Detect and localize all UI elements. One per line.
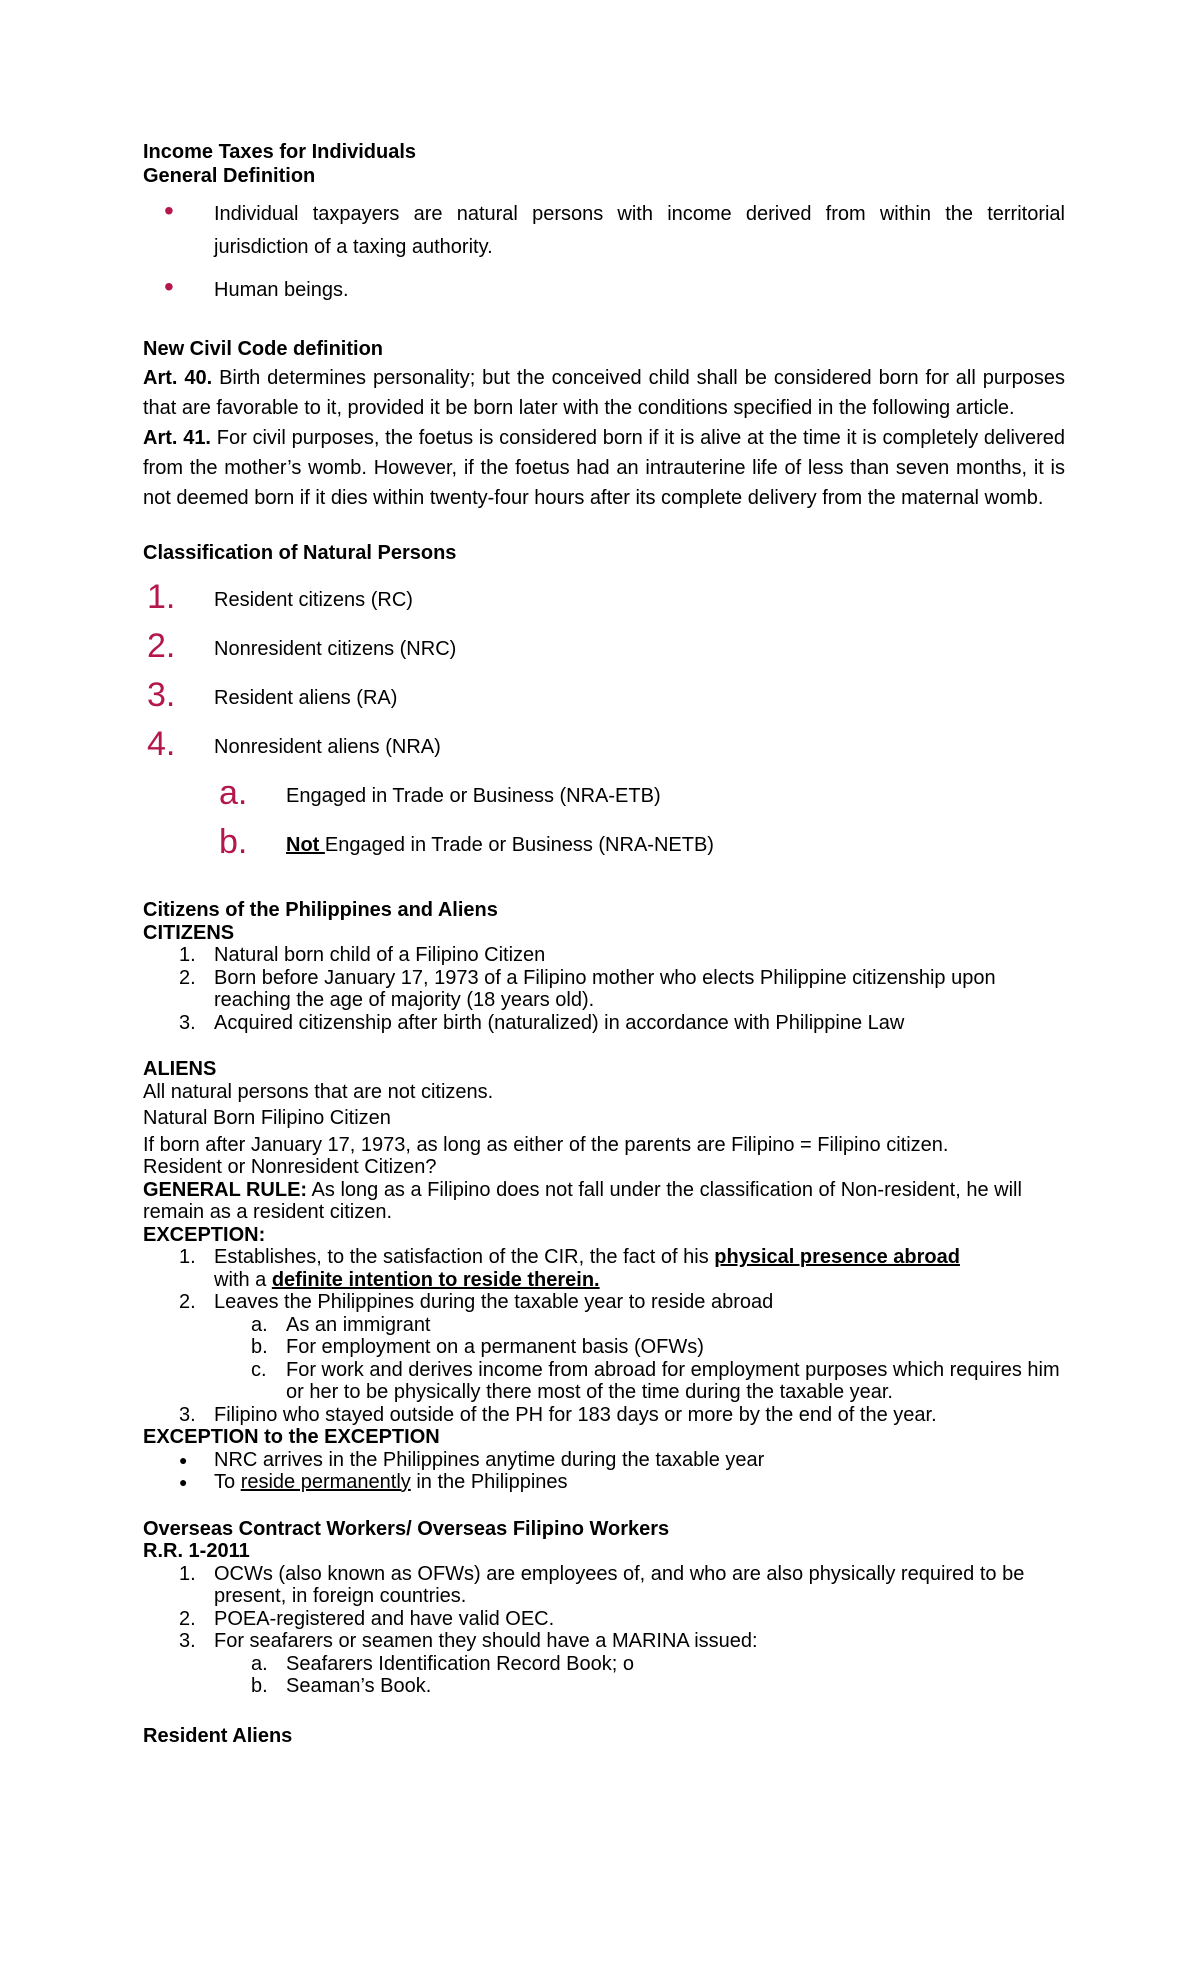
list-number: 2. xyxy=(147,627,176,665)
bullet-icon: • xyxy=(164,271,174,302)
list-text: Seafarers Identification Record Book; o xyxy=(286,1652,634,1675)
list-item xyxy=(143,675,1065,724)
list-text: OCWs (also known as OFWs) are employees of, and who are also physically required to be present, in foreign countries. xyxy=(214,1562,1025,1607)
rr-reference: R.R. 1-2011 xyxy=(143,1540,250,1562)
list-text: Resident aliens (RA) xyxy=(214,687,398,709)
list-text: For seafarers or seamen they should have a MARINA issued: xyxy=(214,1630,758,1652)
ex1-text-c: with a xyxy=(214,1268,272,1291)
list-number: 3. xyxy=(179,1403,196,1426)
list-letter: c. xyxy=(251,1358,267,1381)
list-item xyxy=(143,1675,1065,1698)
list-item xyxy=(143,1608,1065,1631)
list-text: Filipino who stayed outside of the PH for 183 days or more by the end of the year. xyxy=(214,1403,937,1426)
citizens-aliens-heading: Citizens of the Philippines and Aliens xyxy=(143,899,498,921)
list-letter: a. xyxy=(251,1652,268,1675)
list-item xyxy=(143,1336,1065,1359)
list-text: For work and derives income from abroad for employment purposes which requires him or her to be physically there most of the time during the taxable year. xyxy=(286,1358,1060,1403)
list-text xyxy=(286,833,714,857)
resident-aliens-heading: Resident Aliens xyxy=(143,1724,293,1747)
list-number: 1. xyxy=(179,944,196,966)
list-letter: a. xyxy=(219,774,248,812)
list-text: Seaman’s Book. xyxy=(286,1675,432,1697)
art-40-paragraph xyxy=(143,363,1065,423)
definite-intention-emphasis: definite intention to reside therein. xyxy=(271,1268,600,1291)
art-40-text: Birth determines personality; but the conceived child shall be considered born for all purposes that are favorable to it, provided it be born later with the conditions specified in the following article. xyxy=(143,367,1065,419)
list-item xyxy=(143,967,1065,1012)
art-41-text: For civil purposes, the foetus is considered born if it is alive at the time it is completely delivered from the mother’s womb. However, if the foetus had an intrauterine life of less than seven months, it is not deemed born if it dies within twenty-four hours after its complete delivery from the maternal womb. xyxy=(143,427,1065,509)
bullet-icon: • xyxy=(164,195,174,226)
not-emphasis: Not xyxy=(286,834,325,856)
list-letter: b. xyxy=(219,823,248,861)
list-number: 1. xyxy=(147,578,176,616)
general-rule-label: GENERAL RULE: xyxy=(143,1178,308,1201)
list-item xyxy=(143,1246,1065,1291)
list-item xyxy=(143,626,1065,675)
bullet-icon: ● xyxy=(179,1451,188,1468)
list-text: Engaged in Trade or Business (NRA-ETB) xyxy=(286,785,661,807)
list-item xyxy=(143,1449,1065,1472)
list-number: 2. xyxy=(179,1291,196,1313)
list-number: 3. xyxy=(147,676,176,714)
list-item xyxy=(143,1291,1065,1314)
reside-permanently-emphasis: reside permanently xyxy=(240,1471,411,1493)
list-item xyxy=(143,1563,1065,1608)
bullet-icon: ● xyxy=(179,1474,188,1490)
aliens-label: ALIENS xyxy=(143,1058,217,1080)
exex2-text-a: To xyxy=(214,1471,241,1493)
list-number: 3. xyxy=(179,1630,196,1652)
list-item xyxy=(143,1404,1065,1427)
list-text: Nonresident citizens (NRC) xyxy=(214,638,457,660)
list-text: Acquired citizenship after birth (naturalized) in accordance with Philippine Law xyxy=(214,1011,905,1034)
list-item xyxy=(143,724,1065,773)
bullet-text: Individual taxpayers are natural persons with income derived from within the territorial jurisdiction of a taxing authority. xyxy=(214,203,1065,258)
list-item xyxy=(143,577,1065,626)
natural-born-heading: Natural Born Filipino Citizen xyxy=(143,1107,391,1129)
list-number: 4. xyxy=(147,725,176,763)
list-text: Nonresident aliens (NRA) xyxy=(214,736,441,758)
list-letter: b. xyxy=(251,1675,268,1697)
list-number: 1. xyxy=(179,1562,196,1585)
list-number: 2. xyxy=(179,1607,196,1630)
list-item xyxy=(143,1314,1065,1337)
list-text: Resident citizens (RC) xyxy=(214,589,413,611)
art-41-label: Art. 41. xyxy=(143,427,211,449)
exception-to-exception-label: EXCEPTION to the EXCEPTION xyxy=(143,1426,440,1448)
ex1-text-a: Establishes, to the satisfaction of the CIR, the fact of his xyxy=(214,1246,715,1268)
aliens-definition: All natural persons that are not citizens. xyxy=(143,1080,494,1103)
list-item xyxy=(143,1359,1065,1404)
list-text: As an immigrant xyxy=(286,1313,431,1336)
list-item xyxy=(143,195,1065,264)
physical-presence-emphasis: physical presence abroad xyxy=(714,1246,960,1268)
list-text: NRC arrives in the Philippines anytime during the taxable year xyxy=(214,1448,765,1471)
exception-label: EXCEPTION: xyxy=(143,1223,266,1246)
bullet-text: Human beings. xyxy=(214,279,349,301)
civil-code-heading: New Civil Code definition xyxy=(143,338,384,360)
list-text: For employment on a permanent basis (OFWs) xyxy=(286,1336,704,1358)
list-text-rest: Engaged in Trade or Business (NRA-NETB) xyxy=(324,834,714,856)
list-item xyxy=(143,1012,1065,1035)
list-item xyxy=(143,1471,1065,1494)
list-item xyxy=(143,271,1065,307)
list-item xyxy=(143,822,1065,871)
list-letter: a. xyxy=(251,1313,268,1336)
list-item xyxy=(143,1630,1065,1653)
general-rule xyxy=(143,1179,1065,1224)
classification-heading: Classification of Natural Persons xyxy=(143,542,457,564)
exex2-text-c: in the Philippines xyxy=(410,1471,568,1493)
list-number: 3. xyxy=(179,1011,196,1034)
list-letter: b. xyxy=(251,1336,268,1358)
document-content xyxy=(143,140,1065,1748)
art-40-label: Art. 40. xyxy=(143,367,213,389)
natural-born-text: If born after January 17, 1973, as long as either of the parents are Filipino = Filipino citizen. xyxy=(143,1133,949,1156)
list-number: 2. xyxy=(179,966,196,989)
list-text: POEA-registered and have valid OEC. xyxy=(214,1607,555,1630)
list-text: Leaves the Philippines during the taxable year to reside abroad xyxy=(214,1291,774,1313)
list-item xyxy=(143,1653,1065,1676)
doc-title: Income Taxes for Individuals xyxy=(143,141,417,163)
residency-question: Resident or Nonresident Citizen? xyxy=(143,1156,437,1178)
citizens-label: CITIZENS xyxy=(143,921,235,944)
list-item xyxy=(143,944,1065,967)
general-rule-text: As long as a Filipino does not fall under the classification of Non-resident, he will remain as a resident citizen. xyxy=(143,1178,1022,1223)
ocw-heading: Overseas Contract Workers/ Overseas Filipino Workers xyxy=(143,1517,670,1540)
list-item xyxy=(143,773,1065,822)
list-number: 1. xyxy=(179,1246,196,1268)
art-41-paragraph xyxy=(143,423,1065,513)
list-text: Born before January 17, 1973 of a Filipino mother who elects Philippine citizenship upon reaching the age of majority (18 years old). xyxy=(214,966,996,1011)
general-definition-heading: General Definition xyxy=(143,165,316,187)
list-text: Natural born child of a Filipino Citizen xyxy=(214,944,546,966)
